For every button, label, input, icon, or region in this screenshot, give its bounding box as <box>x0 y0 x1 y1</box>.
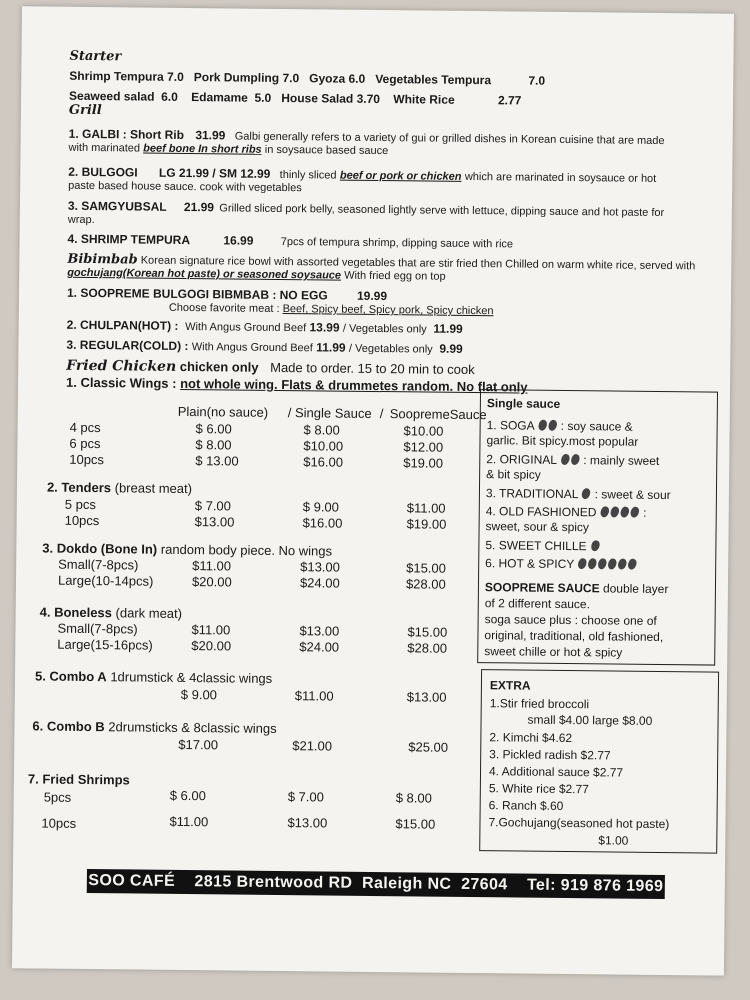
price-single: $24.00 <box>299 639 340 655</box>
item-name: Vegetables Tempura <box>375 71 492 88</box>
price-plain: $ 13.00 <box>195 453 239 469</box>
desc-text: / Vegetables only <box>342 322 427 336</box>
sauce-desc: : mainly sweet <box>583 453 660 468</box>
soopreme-line-5: sweet chille or hot & spicy <box>484 644 623 660</box>
price-plain: $20.00 <box>191 638 232 654</box>
price-soopreme: $28.00 <box>407 640 448 656</box>
col-header-sep: / <box>379 406 384 422</box>
item-note: 2drumsticks & 8classic wings <box>108 719 277 736</box>
starter-row-1 <box>69 69 545 88</box>
bibimbab-item-3 <box>66 338 462 356</box>
starter-heading: Starter <box>69 48 122 65</box>
combo-a-line <box>35 668 272 685</box>
price-single: $16.00 <box>303 454 344 470</box>
price-single: $13.00 <box>299 623 340 639</box>
samgyubsal-line-2: wrap. <box>67 213 95 227</box>
extra-item-4: 4. Additional sauce $2.77 <box>488 764 624 780</box>
pepper-icon <box>577 557 637 572</box>
sauce-name: 3. TRADITIONAL <box>485 486 579 502</box>
sauce-desc: : <box>643 505 647 520</box>
item-note: 1drumstick & 4classic wings <box>110 669 273 686</box>
desc-text: With Angus Ground Beef <box>191 341 313 355</box>
dokdo-line <box>42 541 332 559</box>
item-name: 4. Boneless <box>39 604 113 621</box>
sauce-hot-spicy <box>485 556 637 572</box>
galbi-line-2 <box>68 142 388 157</box>
price-soopreme: $13.00 <box>406 689 447 705</box>
sauce-desc: : sweet & sour <box>594 487 671 503</box>
item-name: House Salad <box>281 90 354 106</box>
desc-emphasis: Beef, Spicy beef, Spicy pork, Spicy chicken <box>282 303 494 318</box>
item-name: 3. SAMGYUBSAL <box>67 198 167 214</box>
extra-item-1: 1.Stir fried broccoli <box>489 696 590 712</box>
bibimbab-item-2 <box>67 318 463 336</box>
item-description: 7pcs of tempura shrimp, dipping sauce with rice <box>280 235 514 251</box>
price-single: $24.00 <box>299 575 340 591</box>
extra-item-2: 2. Kimchi $4.62 <box>489 730 573 746</box>
price-single: $ 7.00 <box>287 789 324 805</box>
combo-b-line <box>32 718 276 736</box>
price-plain: $ 9.00 <box>180 686 218 703</box>
extra-item-7-price: $1.00 <box>598 833 629 848</box>
item-price: 5.0 <box>254 90 272 105</box>
item-price: 6.0 <box>348 71 366 86</box>
item-name: 5. Combo A <box>34 668 107 685</box>
price-single: $11.00 <box>294 688 334 704</box>
item-price: 7.0 <box>282 71 300 86</box>
sauce-name: 2. ORIGINAL <box>486 452 557 467</box>
price-soopreme: $19.00 <box>403 455 444 471</box>
pepper-icon <box>537 419 557 433</box>
desc-emphasis: gochujang(Korean hot paste) or seasoned soysauce <box>67 266 342 282</box>
fried-chicken-heading: Fried Chicken <box>66 357 177 375</box>
soopreme-line-2: of 2 different sauce. <box>484 596 591 612</box>
sauce-traditional <box>486 486 671 502</box>
item-name: 3. REGULAR(COLD) : <box>66 337 189 354</box>
sauce-old-fashioned-desc: sweet, sour & spicy <box>485 519 590 535</box>
sauce-name: 6. HOT & SPICY <box>485 556 575 572</box>
tenders-line <box>47 480 192 497</box>
sauce-name: SOOPREME SAUCE <box>484 580 600 596</box>
col-header-soopreme: SoopremeSauce <box>389 406 487 423</box>
qty: 6 pcs <box>69 435 101 452</box>
desc-text: thinly sliced <box>279 168 337 182</box>
sauce-desc: : soy sauce & <box>560 418 633 434</box>
soopreme-sauce-title <box>485 580 669 596</box>
price-soopreme: $12.00 <box>403 439 444 455</box>
item-name: Seaweed salad <box>69 88 155 104</box>
sauce-name: 4. OLD FASHIONED <box>485 504 597 520</box>
price-plain: $20.00 <box>191 574 232 590</box>
price-plain: $ 7.00 <box>194 498 232 514</box>
price-single: $21.00 <box>292 738 333 754</box>
desc-text: / Vegetables only <box>348 342 433 356</box>
sauce-original-desc: & bit spicy <box>486 467 541 482</box>
bulgogi-line-2: paste based house sauce. cook with vegetables <box>68 179 302 195</box>
price-soopreme: $ 8.00 <box>395 790 432 806</box>
extra-item-7: 7.Gochujang(seasoned hot paste) <box>488 815 670 832</box>
bibimbab-heading: Bibimbab <box>67 251 138 268</box>
col-header-single: / Single Sauce <box>287 405 372 421</box>
desc-text: With fried egg on top <box>344 269 446 283</box>
boneless-line <box>40 604 183 620</box>
bibimbab-description: Korean signature rice bowl with assorted vegetables that are stir fried then Chilled on warm white rice, served with <box>140 254 696 273</box>
item-note: (dark meat) <box>115 605 183 621</box>
qty: Large(10-14pcs) <box>57 572 154 589</box>
qty: 4 pcs <box>69 419 101 436</box>
desc-text: With Angus Ground Beef <box>185 320 307 335</box>
qty: Small(7-8pcs) <box>57 620 138 637</box>
desc-text: Choose favorite meat : <box>168 301 280 315</box>
item-price: LG 21.99 / SM 12.99 <box>158 165 271 181</box>
item-name: 2. Tenders <box>46 479 112 496</box>
price-plain: $17.00 <box>178 736 219 753</box>
item-description: Galbi generally refers to a variety of gui or grilled dishes in Korean cuisine that are made <box>234 130 665 148</box>
sauce-old-fashioned <box>486 504 647 520</box>
fried-shrimps-line: 7. Fried Shrimps <box>27 771 130 788</box>
extra-item-3: 3. Pickled radish $2.77 <box>489 747 611 763</box>
qty: Small(7-8pcs) <box>58 556 139 573</box>
item-price: 11.99 <box>316 340 346 355</box>
qty: 10pcs <box>69 451 105 468</box>
extra-item-6: 6. Ranch $.60 <box>488 798 564 813</box>
price-soopreme: $15.00 <box>407 624 448 640</box>
item-price: 9.99 <box>439 341 463 356</box>
item-name: 2. CHULPAN(HOT) : <box>66 317 179 333</box>
item-price: 6.0 <box>161 89 178 104</box>
pepper-icon <box>560 453 580 467</box>
item-price: 19.99 <box>356 288 388 304</box>
price-soopreme: $11.00 <box>406 500 446 516</box>
qty: 10pcs <box>64 512 100 529</box>
item-price: 2.77 <box>497 93 522 108</box>
price-single: $13.00 <box>300 559 341 575</box>
desc-emphasis: beef or pork or chicken <box>339 169 462 183</box>
sauce-name: 1. SOGA <box>486 418 535 433</box>
item-price: 11.99 <box>433 321 463 336</box>
item-name: 1. Classic Wings <box>66 374 169 391</box>
price-soopreme: $19.00 <box>406 516 447 532</box>
shrimp-tempura-line <box>68 232 514 251</box>
price-single: $ 8.00 <box>303 422 340 438</box>
item-name: 1. SOOPREME BULGOGI BIBMBAB : NO EGG <box>66 285 328 303</box>
item-price: 13.99 <box>309 320 340 335</box>
qty: 10pcs <box>41 815 77 831</box>
grill-heading: Grill <box>68 102 102 119</box>
item-name: 1. GALBI : Short Rib <box>68 126 185 142</box>
desc-text: with marinated <box>68 141 141 155</box>
item-name: Edamame <box>191 90 248 105</box>
fried-chicken-note: Made to order. 15 to 20 min to cook <box>270 359 475 378</box>
bibimbab-line-2 <box>67 267 446 283</box>
extra-item-1-prices: small $4.00 large $8.00 <box>527 712 653 728</box>
item-price: 7.0 <box>528 73 546 88</box>
bibimbab-item-1 <box>67 286 387 303</box>
item-price: 7.0 <box>167 69 184 84</box>
fried-chicken-sub: chicken only <box>179 358 259 375</box>
desc-emphasis: beef bone In short ribs <box>143 142 262 156</box>
footer-address: SOO CAFÉ 2815 Brentwood RD Raleigh NC 27604 Tel: 919 876 1969 <box>88 872 664 896</box>
price-plain: $11.00 <box>192 558 232 574</box>
item-price: 16.99 <box>223 233 254 248</box>
price-plain: $13.00 <box>194 514 235 530</box>
item-note: not whole wing. Flats & drummetes random. No flat only <box>180 375 528 395</box>
price-plain: $ 8.00 <box>195 437 232 453</box>
price-soopreme: $28.00 <box>405 576 446 592</box>
qty: Large(15-16pcs) <box>57 636 153 653</box>
desc-text: in soysauce based sauce <box>264 143 389 158</box>
item-name: 2. BULGOGI <box>68 164 138 180</box>
menu-page <box>12 6 734 975</box>
item-name: Shrimp Tempura <box>69 68 164 84</box>
item-name: 3. Dokdo (Bone In) <box>42 540 158 557</box>
sauce-name: 5. SWEET CHILLE <box>485 538 587 554</box>
sauce-soga <box>487 418 633 434</box>
price-plain: $ 6.00 <box>195 421 232 437</box>
qty: 5 pcs <box>64 496 96 513</box>
single-sauce-heading: Single sauce <box>486 396 561 411</box>
price-soopreme: $10.00 <box>403 423 444 439</box>
item-price: 3.70 <box>356 91 381 107</box>
extra-box <box>479 669 719 853</box>
pepper-icon <box>581 487 591 501</box>
item-name: 4. SHRIMP TEMPURA <box>67 231 191 248</box>
price-single: $13.00 <box>287 815 328 831</box>
item-name: White Rice <box>393 92 455 107</box>
soopreme-line-4: original, traditional, old fashioned, <box>484 628 664 645</box>
footer-banner <box>87 869 665 899</box>
extra-heading: EXTRA <box>489 678 531 693</box>
samgyubsal-line-1 <box>68 199 664 219</box>
item-note: (breast meat) <box>114 480 193 497</box>
sauce-original <box>486 452 659 468</box>
starter-row-2 <box>69 89 521 108</box>
item-name: Pork Dumpling <box>193 70 280 85</box>
pepper-icon <box>590 539 600 553</box>
item-name: Gyoza <box>309 71 346 86</box>
desc-text: which are marinated in soysauce or hot <box>464 170 657 185</box>
price-soopreme: $25.00 <box>408 739 449 755</box>
price-soopreme: $15.00 <box>395 816 436 832</box>
price-single: $10.00 <box>303 438 344 454</box>
bibimbab-meat-choice <box>169 302 494 317</box>
sauce-soga-desc: garlic. Bit spicy.most popular <box>486 433 639 449</box>
price-plain: $ 6.00 <box>169 787 206 804</box>
price-plain: $11.00 <box>169 813 209 830</box>
soopreme-line-3: soga sauce plus : choose one of <box>484 612 657 628</box>
item-price: 21.99 <box>183 199 215 215</box>
price-soopreme: $15.00 <box>406 560 447 576</box>
separator: : <box>172 375 177 391</box>
col-header-plain: Plain(no sauce) <box>177 403 269 420</box>
pepper-icon <box>600 505 640 519</box>
price-single: $16.00 <box>302 515 343 531</box>
item-description: Grilled sliced pork belly, seasoned lightly serve with lettuce, dipping sauce and hot paste for <box>219 202 665 220</box>
sauce-sweet-chille <box>485 538 600 553</box>
item-price: 31.99 <box>195 128 226 143</box>
qty: 5pcs <box>43 789 72 805</box>
extra-item-5: 5. White rice $2.77 <box>488 781 589 797</box>
item-name: 6. Combo B <box>32 718 105 735</box>
price-plain: $11.00 <box>191 622 231 638</box>
single-sauce-box <box>477 389 718 665</box>
item-note: random body piece. No wings <box>160 541 333 559</box>
sauce-desc: double layer <box>602 581 669 597</box>
price-single: $ 9.00 <box>302 499 340 515</box>
